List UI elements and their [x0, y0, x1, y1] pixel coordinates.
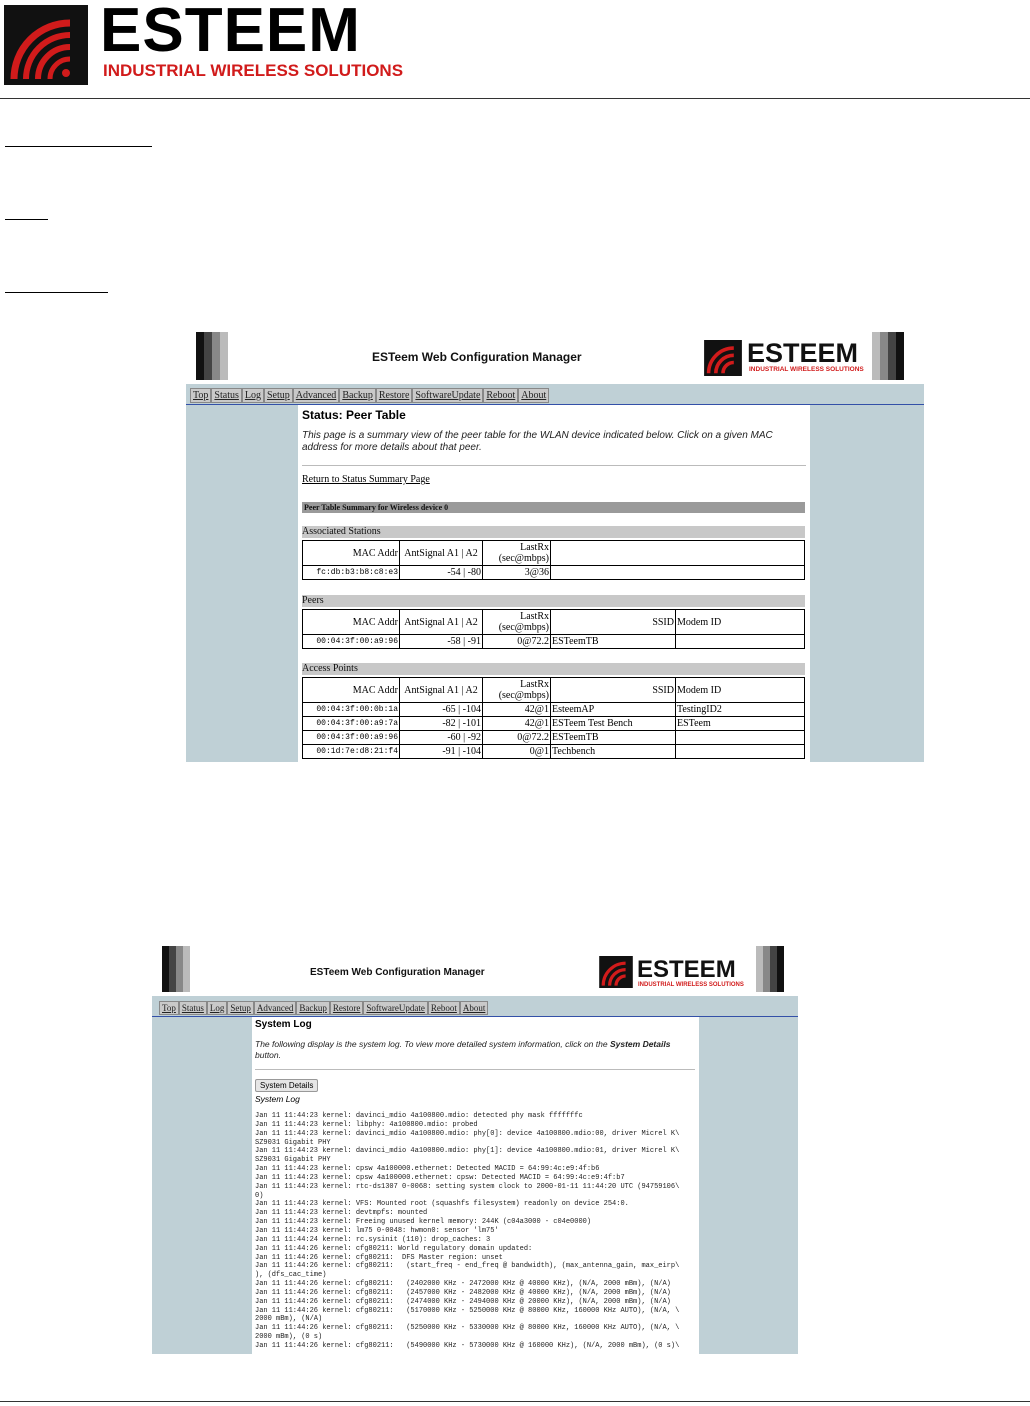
intro-divider: [255, 1069, 695, 1070]
window-title: ESTeem Web Configuration Manager: [310, 967, 485, 978]
nav-status[interactable]: Status: [179, 1001, 207, 1015]
intro-emphasis: System Details: [609, 1039, 671, 1049]
col-ant-signal: AntSignal A1 | A2: [400, 678, 483, 703]
intro-text-end: button.: [255, 1050, 281, 1060]
section-header-access-points: Access Points: [302, 663, 805, 675]
nav-software-update[interactable]: SoftwareUpdate: [412, 388, 483, 403]
heading-underline: [5, 146, 152, 147]
ant-signal: -54 | -80: [400, 566, 483, 580]
col-ssid: SSID: [551, 610, 676, 635]
last-rx: 3@36: [483, 566, 551, 580]
brand-name: ESTEEM: [637, 956, 736, 983]
heading-underline: [5, 219, 48, 220]
brand-name: ESTEEM: [100, 0, 361, 65]
col-last-rx: LastRx (sec@mbps): [483, 541, 551, 566]
log-line: Jan 11 11:44:23 kernel: davinci_mdio 4a100800.mdio: phy[0]: device 4a100800.mdio:00, driver Micrel K\: [255, 1129, 680, 1138]
modem-id: ESTeem: [676, 717, 805, 731]
table-row: [303, 717, 805, 731]
nav-restore[interactable]: Restore: [376, 388, 413, 403]
log-line: Jan 11 11:44:24 kernel: rc.sysinit (110): drop_caches: 3: [255, 1235, 491, 1244]
nav-bar: [159, 1001, 488, 1015]
nav-advanced[interactable]: Advanced: [293, 388, 340, 403]
table-row: [303, 703, 805, 717]
content-panel: [252, 1017, 699, 1354]
nav-top[interactable]: Top: [159, 1001, 179, 1015]
log-line: ), (dfs_cac_time): [255, 1271, 327, 1280]
col-ant-signal: AntSignal A1 | A2: [400, 541, 483, 566]
modem-id: [676, 745, 805, 759]
ant-signal: -60 | -92: [400, 731, 483, 745]
nav-advanced[interactable]: Advanced: [254, 1001, 296, 1015]
return-link[interactable]: Return to Status Summary Page: [302, 474, 430, 485]
peer-table-screenshot: [186, 332, 924, 762]
page-title: System Log: [255, 1019, 312, 1030]
col-mac-addr: MAC Addr: [303, 541, 400, 566]
ssid: ESTeem Test Bench: [551, 717, 676, 731]
stripe-decoration: [196, 332, 228, 380]
mac-link[interactable]: 00:04:3f:00:a9:96: [303, 731, 400, 745]
log-line: SZ9031 Gigabit PHY: [255, 1138, 331, 1147]
page-title: Status: Peer Table: [302, 408, 406, 422]
page-intro: This page is a summary view of the peer table for the WLAN device indicated below. Click on a given MAC address for more details about that peer.: [302, 430, 773, 453]
col-modem-id: Modem ID: [676, 678, 805, 703]
log-line: Jan 11 11:44:23 kernel: devtmpfs: mounted: [255, 1209, 428, 1218]
last-rx: 0@72.2: [483, 635, 551, 649]
table-row: [303, 731, 805, 745]
ssid: ESTeemTB: [551, 635, 676, 649]
nav-bar: [190, 388, 549, 403]
log-line: Jan 11 11:44:26 kernel: cfg80211: DFS Master region: unset: [255, 1253, 503, 1262]
last-rx: 42@1: [483, 703, 551, 717]
mac-link[interactable]: fc:db:b3:b8:c8:e3: [303, 566, 400, 580]
wireless-signal-icon: [4, 5, 88, 85]
nav-reboot[interactable]: Reboot: [428, 1001, 460, 1015]
log-line: Jan 11 11:44:26 kernel: cfg80211: (5490000 KHz - 5730000 KHz @ 160000 KHz), (N/A, 2000 mBm), (0 s)\: [255, 1341, 680, 1350]
brand-tagline: INDUSTRIAL WIRELESS SOLUTIONS: [638, 982, 744, 988]
log-line: 2000 mBm), (0 s): [255, 1333, 323, 1342]
mac-link[interactable]: 00:1d:7e:d8:21:f4: [303, 745, 400, 759]
last-rx: 0@1: [483, 745, 551, 759]
brand-name: ESTEEM: [747, 338, 859, 368]
nav-about[interactable]: About: [460, 1001, 489, 1015]
intro-text: The following display is the system log. To view more detailed system information, click on the: [255, 1039, 610, 1049]
table-header-row: [303, 678, 805, 703]
heading-underline: [5, 292, 108, 293]
log-line: Jan 11 11:44:23 kernel: rtc-ds1307 0-0068: setting system clock to 2000-01-11 11:44:20 UTC (94759106\: [255, 1182, 680, 1191]
nav-about[interactable]: About: [518, 388, 549, 403]
nav-status[interactable]: Status: [211, 388, 241, 403]
nav-restore[interactable]: Restore: [330, 1001, 364, 1015]
window-title: ESTeem Web Configuration Manager: [372, 350, 582, 364]
system-details-button[interactable]: System Details: [255, 1079, 318, 1092]
nav-setup[interactable]: Setup: [227, 1001, 254, 1015]
log-line: Jan 11 11:44:26 kernel: cfg80211: (2402000 KHz - 2472000 KHz @ 40000 KHz), (N/A, 2000 mBm), (N/A): [255, 1280, 671, 1289]
header-divider: [0, 98, 1030, 99]
nav-log[interactable]: Log: [242, 388, 264, 403]
last-rx: 42@1: [483, 717, 551, 731]
col-ant-signal: AntSignal A1 | A2: [400, 610, 483, 635]
log-line: Jan 11 11:44:23 kernel: davinci_mdio 4a100800.mdio: phy[1]: device 4a100800.mdio:01, driver Micrel K\: [255, 1147, 680, 1156]
wireless-signal-icon: [599, 956, 633, 988]
table-row: [303, 745, 805, 759]
table-header-row: [303, 541, 805, 566]
system-log-output: [255, 1112, 697, 1351]
col-empty: [551, 541, 805, 566]
page-intro: [255, 1039, 695, 1061]
modem-id: [676, 635, 805, 649]
window-header: [186, 332, 924, 384]
log-line: 2000 mBm), (N/A): [255, 1315, 323, 1324]
footer-divider: [0, 1401, 1030, 1402]
cell-empty: [551, 566, 805, 580]
nav-reboot[interactable]: Reboot: [483, 388, 518, 403]
log-line: SZ9031 Gigabit PHY: [255, 1156, 331, 1165]
ant-signal: -58 | -91: [400, 635, 483, 649]
summary-bar: Peer Table Summary for Wireless device 0: [302, 502, 805, 513]
ssid: EsteemAP: [551, 703, 676, 717]
log-line: Jan 11 11:44:23 kernel: VFS: Mounted root (squashfs filesystem) readonly on device 254:0.: [255, 1200, 629, 1209]
mac-link[interactable]: 00:04:3f:00:0b:1a: [303, 703, 400, 717]
last-rx: 0@72.2: [483, 731, 551, 745]
wireless-signal-icon: [704, 340, 742, 376]
log-line: Jan 11 11:44:23 kernel: cpsw 4a100000.ethernet: cpsw: Detected MACID = 64:99:4c:e9:4f:b7: [255, 1173, 625, 1182]
nav-software-update[interactable]: SoftwareUpdate: [363, 1001, 427, 1015]
log-line: Jan 11 11:44:26 kernel: cfg80211: (5170000 KHz - 5250000 KHz @ 80000 KHz, 160000 KHz AUTO), (N/A, \: [255, 1306, 680, 1315]
content-panel: [298, 405, 810, 762]
col-mac-addr: MAC Addr: [303, 610, 400, 635]
modem-id: [676, 731, 805, 745]
table-row: [303, 566, 805, 580]
nav-setup[interactable]: Setup: [264, 388, 293, 403]
intro-divider: [302, 465, 806, 466]
log-line: Jan 11 11:44:23 kernel: lm75 0-0048: hwmon0: sensor 'lm75': [255, 1226, 499, 1235]
nav-backup[interactable]: Backup: [339, 388, 376, 403]
col-last-rx: LastRx (sec@mbps): [483, 610, 551, 635]
system-log-screenshot: [152, 946, 798, 1354]
col-mac-addr: MAC Addr: [303, 678, 400, 703]
nav-log[interactable]: Log: [207, 1001, 228, 1015]
log-line: Jan 11 11:44:26 kernel: cfg80211: (2457000 KHz - 2482000 KHz @ 40000 KHz), (N/A, 2000 mBm), (N/A): [255, 1288, 671, 1297]
col-ssid: SSID: [551, 678, 676, 703]
system-log-label: System Log: [255, 1094, 300, 1104]
log-line: Jan 11 11:44:26 kernel: cfg80211: (2474000 KHz - 2494000 KHz @ 20000 KHz), (N/A, 2000 mBm), (N/A): [255, 1297, 671, 1306]
stripe-decoration: [872, 332, 904, 380]
mac-link[interactable]: 00:04:3f:00:a9:7a: [303, 717, 400, 731]
associated-stations-table: [302, 540, 805, 580]
window-header: [152, 946, 798, 996]
table-header-row: [303, 610, 805, 635]
ssid: Techbench: [551, 745, 676, 759]
stripe-decoration: [162, 946, 190, 992]
log-line: Jan 11 11:44:26 kernel: cfg80211: (5250000 KHz - 5330000 KHz @ 80000 KHz, 160000 KHz AUTO), (N/A, \: [255, 1324, 680, 1333]
log-line: Jan 11 11:44:26 kernel: cfg80211: (start_freq - end_freq @ bandwidth), (max_antenna_gain, max_eirp\: [255, 1262, 680, 1271]
nav-top[interactable]: Top: [190, 388, 211, 403]
ssid: ESTeemTB: [551, 731, 676, 745]
log-line: Jan 11 11:44:23 kernel: cpsw 4a100000.ethernet: Detected MACID = 64:99:4c:e9:4f:b6: [255, 1165, 600, 1174]
col-last-rx: LastRx (sec@mbps): [483, 678, 551, 703]
log-line: Jan 11 11:44:23 kernel: libphy: 4a100800.mdio: probed: [255, 1120, 478, 1129]
nav-backup[interactable]: Backup: [296, 1001, 330, 1015]
peers-table: [302, 609, 805, 649]
stripe-decoration: [756, 946, 784, 992]
log-line: Jan 11 11:44:23 kernel: Freeing unused kernel memory: 244K (c04a3000 - c04e0000): [255, 1218, 592, 1227]
ant-signal: -82 | -101: [400, 717, 483, 731]
access-points-table: [302, 677, 805, 759]
col-modem-id: Modem ID: [676, 610, 805, 635]
modem-id: TestingID2: [676, 703, 805, 717]
log-line: Jan 11 11:44:26 kernel: cfg80211: World regulatory domain updated:: [255, 1244, 533, 1253]
log-line: Jan 11 11:44:23 kernel: davinci_mdio 4a100800.mdio: detected phy mask fffffffc: [255, 1112, 583, 1120]
ant-signal: -65 | -104: [400, 703, 483, 717]
brand-tagline: INDUSTRIAL WIRELESS SOLUTIONS: [749, 366, 864, 373]
table-row: [303, 635, 805, 649]
log-line: 0): [255, 1191, 264, 1200]
section-header-peers: Peers: [302, 595, 805, 607]
ant-signal: -91 | -104: [400, 745, 483, 759]
section-header-associated: Associated Stations: [302, 526, 805, 538]
mac-link[interactable]: 00:04:3f:00:a9:96: [303, 635, 400, 649]
brand-tagline: INDUSTRIAL WIRELESS SOLUTIONS: [103, 61, 404, 80]
